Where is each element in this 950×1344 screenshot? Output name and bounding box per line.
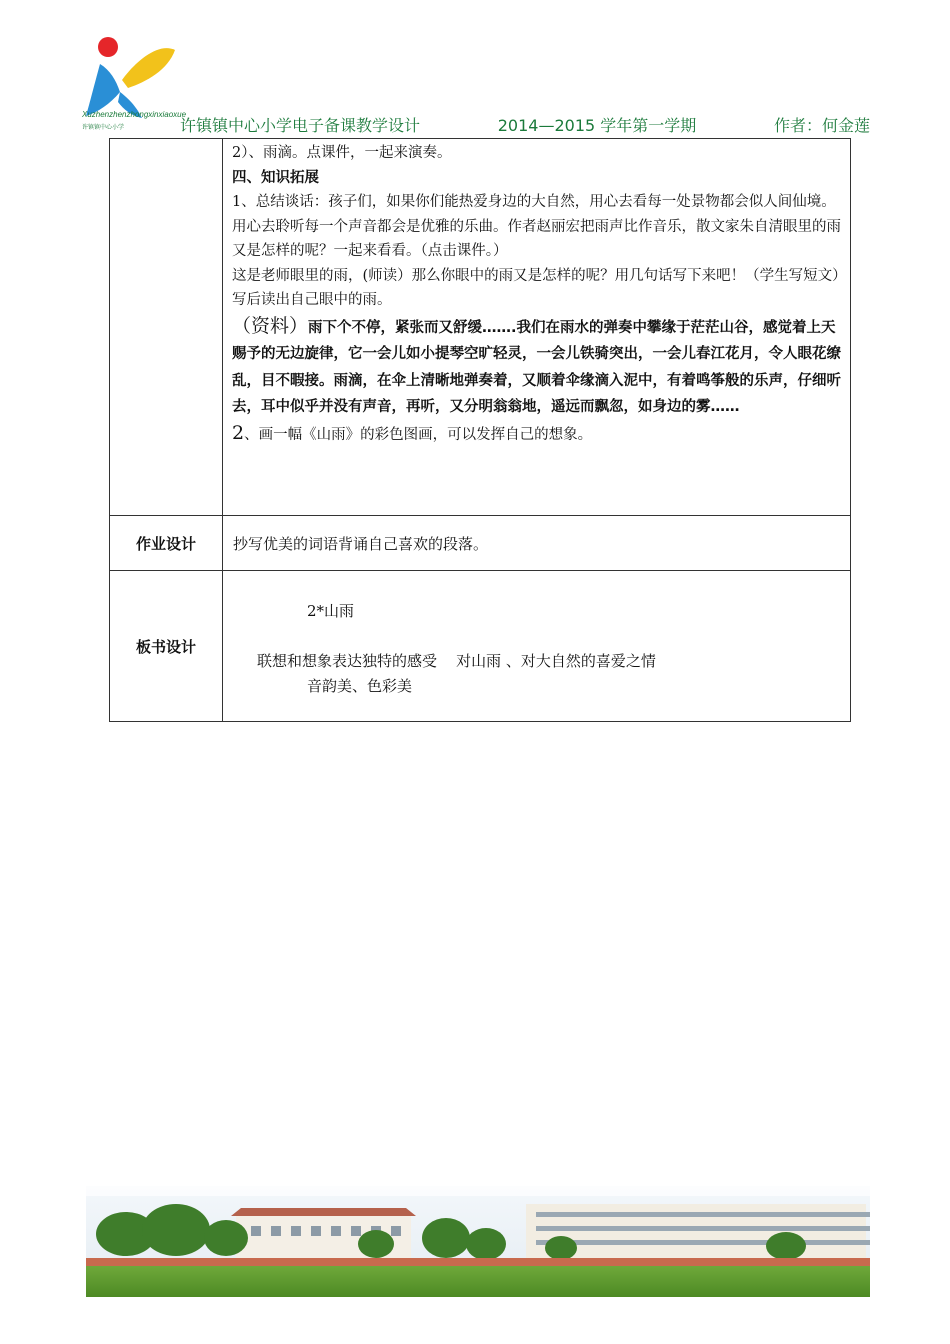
item-number: 2	[232, 421, 245, 444]
logo-text: Xuzhenzhenzhongxinxiaoxue	[82, 110, 187, 119]
homework-label: 作业设计	[110, 516, 223, 570]
campus-photo	[86, 1186, 870, 1297]
lesson-paragraph: 1、总结谈话：孩子们，如果你们能热爱身边的大自然，用心去看每一处景物都会似人间仙境。用心去聆听每一个声音都会是优雅的乐曲。作者赵丽宏把雨声比作音乐，散文家朱自清眼里的雨又是怎样的呢？一起来看看。（点击课件。）	[232, 194, 841, 259]
material-text: 雨下个不停，紧张而又舒缓…….我们在雨水的弹奏中攀缘于茫茫山谷，感觉着上天赐予的无边旋律，它一会儿如小提琴空旷轻灵，一会儿铁骑突出，一会儿春江花月，令人眼花缭乱，目不暇接。雨滴，在伞上清晰地弹奏着，又顺着伞缘滴入泥中，有着鸣筝般的乐声，仔细听去，耳中似乎并没有声音，再听，又分明翁翁地，遥远而飘忽，如身边的雾……	[232, 319, 841, 415]
lesson-plan-table	[109, 138, 851, 722]
homework-cell	[223, 516, 850, 570]
header-title: 许镇镇中心小学电子备课教学设计	[180, 115, 421, 135]
lesson-paragraph: 这是老师眼里的雨，(师读）那么你眼中的雨又是怎样的呢？用几句话写下来吧！（学生写短文）写后读出自己眼中的雨。	[232, 267, 840, 308]
material-label: （资料）	[232, 314, 309, 337]
lesson-line: 2）、雨滴。点课件，一起来演奏。	[232, 145, 452, 161]
lesson-content-cell	[223, 139, 850, 515]
board-line: 联想和想象表达独特的感受 对山雨 、对大自然的喜爱之情	[257, 652, 656, 670]
lesson-item	[232, 421, 842, 448]
board-line: 音韵美、色彩美	[307, 677, 413, 695]
item-text: 、画一幅《山雨》的彩色图画，可以发挥自己的想象。	[244, 426, 593, 443]
material-paragraph	[232, 313, 842, 421]
header-term: 2014—2015 学年第一学期	[497, 115, 697, 135]
row-label-empty	[110, 139, 223, 515]
table-row	[110, 570, 850, 721]
table-row	[110, 139, 850, 515]
page-header	[180, 112, 870, 136]
board-label: 板书设计	[110, 571, 223, 721]
board-cell	[223, 571, 850, 721]
homework-text: 抄写优美的词语背诵自己喜欢的段落。	[233, 534, 489, 553]
section-title: 四、知识拓展	[232, 169, 319, 186]
table-row	[110, 515, 850, 570]
board-title: 2*山雨	[307, 602, 355, 620]
header-author: 作者：何金莲	[773, 115, 870, 135]
logo-subtext: 许镇镇中心小学	[82, 124, 125, 131]
